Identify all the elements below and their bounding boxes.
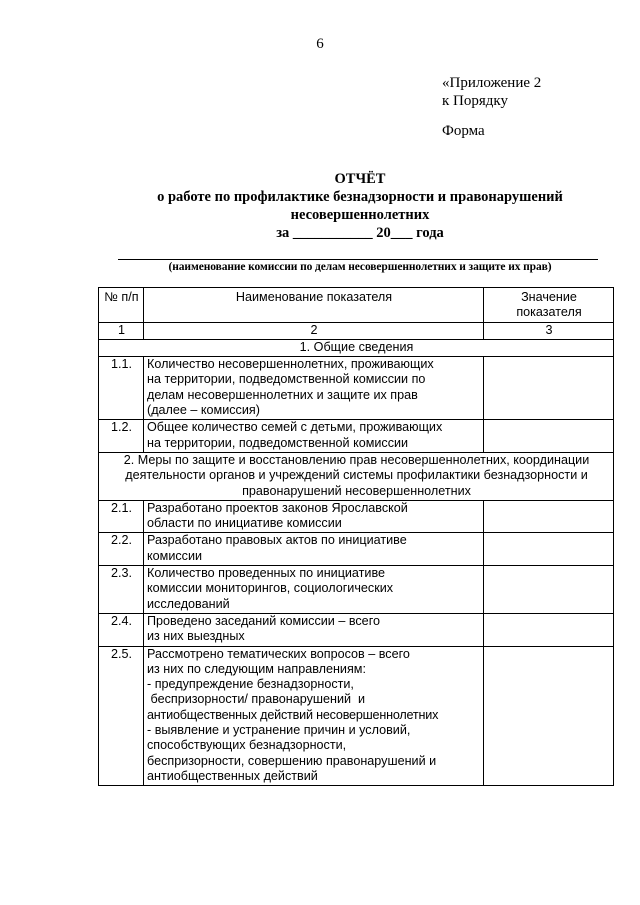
row-name-line: беспризорности/ правонарушений и xyxy=(147,692,366,707)
table-row xyxy=(99,500,614,533)
commission-name-line xyxy=(118,259,598,260)
row-name xyxy=(144,613,484,646)
column-number-row xyxy=(99,322,614,339)
report-subtitle-1: о работе по профилактике безнадзорности и правонарушений xyxy=(157,189,563,205)
table-row xyxy=(99,533,614,566)
row-name-line: - выявление и устранение причин и условий, xyxy=(147,723,411,738)
row-name-line: - предупреждение безнадзорности, xyxy=(147,677,354,692)
row-value-cell[interactable] xyxy=(484,566,614,614)
row-name-line: исследований xyxy=(147,596,230,611)
row-name-line: антиобщественных действий несовершеннолетних xyxy=(147,707,439,722)
row-num: 1.2. xyxy=(99,420,144,453)
row-num: 2.4. xyxy=(99,613,144,646)
row-name-line: (далее – комиссия) xyxy=(147,403,260,418)
column-number-3: 3 xyxy=(484,322,614,339)
row-num: 1.1. xyxy=(99,357,144,420)
appendix-reference xyxy=(442,74,541,110)
report-heading: ОТЧЁТ xyxy=(334,171,386,187)
row-value-cell[interactable] xyxy=(484,500,614,533)
row-name-line: способствующих безнадзорности, xyxy=(147,738,347,753)
column-number-1: 1 xyxy=(99,322,144,339)
row-value-cell[interactable] xyxy=(484,613,614,646)
row-name-line: Разработано правовых актов по инициативе xyxy=(147,533,407,548)
row-name xyxy=(144,533,484,566)
row-name-line: из них по следующим направлениям: xyxy=(147,661,366,676)
row-num: 2.1. xyxy=(99,500,144,533)
row-name-line: делам несовершеннолетних и защите их прав xyxy=(147,387,418,402)
row-value-cell[interactable] xyxy=(484,420,614,453)
row-name-line: из них выездных xyxy=(147,629,245,644)
row-name-line: Рассмотрено тематических вопросов – всего xyxy=(147,646,410,661)
form-label: Форма xyxy=(442,123,485,139)
row-name-line: на территории, подведомственной комиссии xyxy=(147,435,409,450)
commission-caption: (наименование комиссии по делам несовершеннолетних и защите их прав) xyxy=(168,261,552,273)
row-name xyxy=(144,420,484,453)
appendix-line-2: к Порядку xyxy=(442,93,508,109)
section-1-title: 1. Общие сведения xyxy=(99,339,614,356)
table-row xyxy=(99,566,614,614)
row-num: 2.3. xyxy=(99,566,144,614)
row-num: 2.2. xyxy=(99,533,144,566)
header-value: Значение показателя xyxy=(484,288,614,323)
row-name-line: беспризорности, совершению правонарушений и xyxy=(147,753,437,768)
section-row-1 xyxy=(99,339,614,356)
report-period: за ___________ 20___ года xyxy=(276,225,444,241)
table-header-row xyxy=(99,288,614,323)
row-num: 2.5. xyxy=(99,646,144,786)
row-name-line: Проведено заседаний комиссии – всего xyxy=(147,613,381,628)
row-name-line: комиссии мониторингов, социологических xyxy=(147,581,394,596)
row-value-cell[interactable] xyxy=(484,533,614,566)
page-number: 6 xyxy=(316,36,324,52)
column-number-2: 2 xyxy=(144,322,484,339)
report-title xyxy=(110,170,610,242)
table-row xyxy=(99,613,614,646)
row-name xyxy=(144,646,484,786)
row-name-line: области по инициативе комиссии xyxy=(147,516,342,531)
row-name-line: Общее количество семей с детьми, проживающих xyxy=(147,420,443,435)
row-name-line: Количество проведенных по инициативе xyxy=(147,566,386,581)
row-name-line: Количество несовершеннолетних, проживающих xyxy=(147,357,434,372)
row-name xyxy=(144,500,484,533)
header-name: Наименование показателя xyxy=(144,288,484,323)
section-2-title: 2. Меры по защите и восстановлению прав несовершеннолетних, координации деятельности органов и учреждений системы профилактики безнадзорности и правонарушений несовершеннолетних xyxy=(99,452,614,500)
row-name-line: антиобщественных действий xyxy=(147,768,318,783)
report-table xyxy=(98,287,614,786)
table-row xyxy=(99,646,614,786)
report-subtitle-2: несовершеннолетних xyxy=(290,207,430,223)
appendix-line-1: «Приложение 2 xyxy=(442,75,542,91)
row-name xyxy=(144,357,484,420)
header-num: № п/п xyxy=(99,288,144,323)
row-name xyxy=(144,566,484,614)
row-name-line: Разработано проектов законов Ярославской xyxy=(147,500,408,515)
table-row xyxy=(99,357,614,420)
section-row-2 xyxy=(99,452,614,500)
row-value-cell[interactable] xyxy=(484,646,614,786)
row-value-cell[interactable] xyxy=(484,357,614,420)
row-name-line: на территории, подведомственной комиссии по xyxy=(147,372,426,387)
table-row xyxy=(99,420,614,453)
row-name-line: комиссии xyxy=(147,548,203,563)
